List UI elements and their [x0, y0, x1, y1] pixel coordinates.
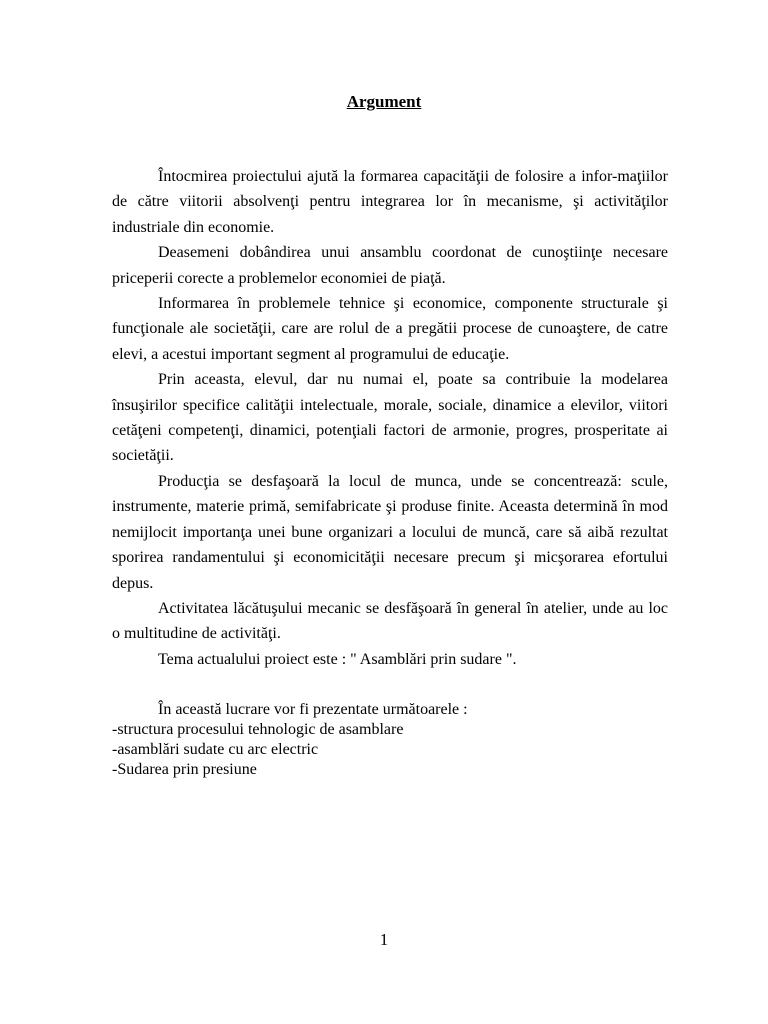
- paragraph: Producţia se desfaşoară la locul de munca, unde se concentrează: scule, instrumente, materie primă, semifabricate şi produse finite. Aceasta determină în mod nemijlocit importanţa unei bune organizari a locului de muncă, care să aibă rezultat sporirea randamentului şi economicităţii necesare precum şi micşorarea efortului depus.: [112, 472, 668, 592]
- paragraph: Prin aceasta, elevul, dar nu numai el, poate sa contribuie la modelarea însuşirilor specifice calităţii intelectuale, morale, sociale, dinamice a elevilor, viitori cetăţeni competenţi, dinamici, potenţiali factori de armonie, progres, prosperitate ai societăţii.: [112, 371, 668, 465]
- body-text: [112, 164, 668, 672]
- paragraph: Tema actualului proiect este : " Asamblări prin sudare ".: [158, 650, 517, 668]
- paragraph: Întocmirea proiectului ajută la formarea capacităţii de folosire a infor-maţiilor de către viitorii absolvenţi pentru integrarea lor în mecanisme, şi activităţilor industriale din economie.: [112, 168, 668, 236]
- paragraph: Informarea în problemele tehnice şi economice, componente structurale şi funcţionale ale societăţii, care are rolul de a pregătii procese de cunoaştere, de catre elevi, a acestui important segment al programului de educaţie.: [112, 295, 668, 363]
- list-item: -Sudarea prin presiune: [112, 761, 257, 778]
- page-number: 1: [379, 930, 389, 949]
- document-title: Argument: [346, 92, 422, 111]
- list-item: -asamblări sudate cu arc electric: [112, 741, 319, 758]
- paragraph: Deasemeni dobândirea unui ansamblu coordonat de cunoştiinţe necesare priceperii corecte a problemelor economiei de piaţă.: [112, 244, 668, 287]
- paragraph: Activitatea lăcătuşului mecanic se desfăşoară în general în atelier, unde au loc o multitudine de activităţi.: [112, 599, 668, 643]
- list-intro: În această lucrare vor fi prezentate următoarele :: [158, 701, 468, 718]
- topic-list: [112, 700, 668, 780]
- list-item: -structura procesului tehnologic de asamblare: [112, 721, 404, 738]
